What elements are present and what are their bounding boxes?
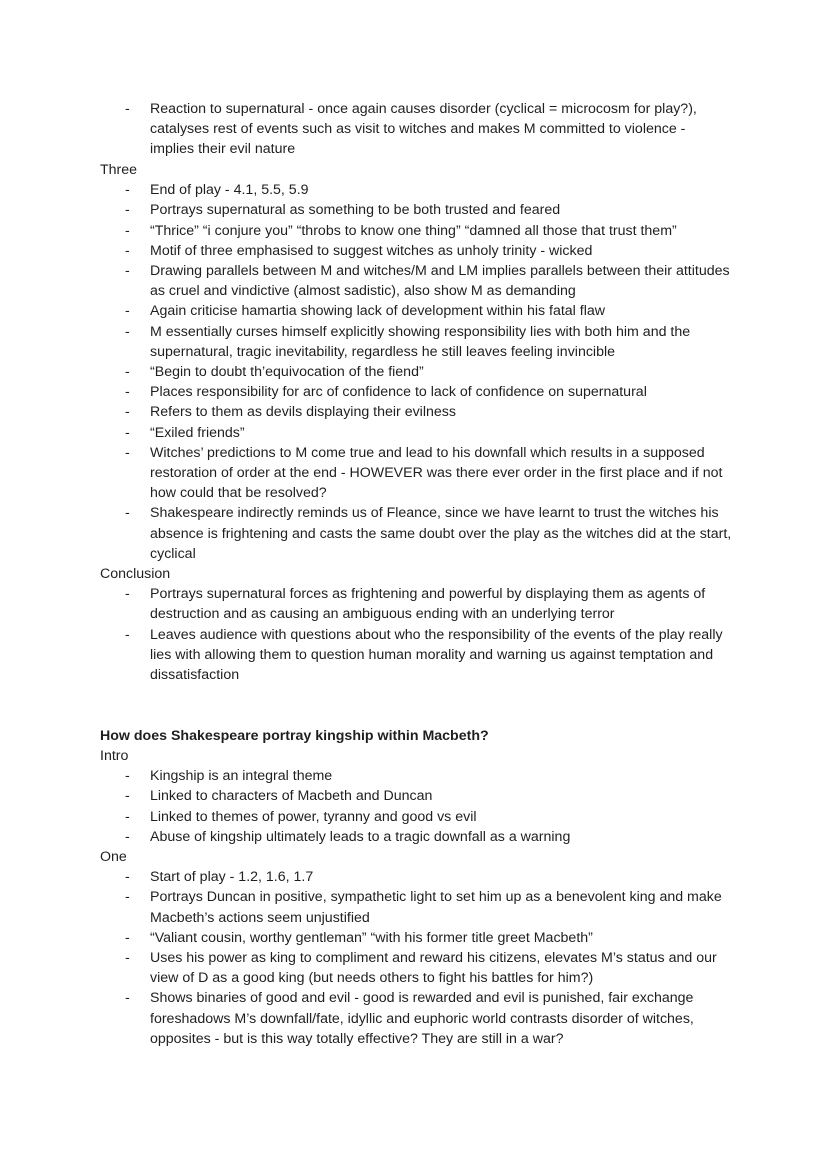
bullet-item xyxy=(0,625,828,686)
bullet-text: Kingship is an integral theme xyxy=(150,768,333,785)
bullet-text: “Valiant cousin, worthy gentleman” “with his former title greet Macbeth” xyxy=(150,929,593,946)
bullet-text: Linked to characters of Macbeth and Duncan xyxy=(150,788,433,805)
bullet-text: Drawing parallels between M and witches/M and LM implies parallels between their attitudes as cruel and vindictive (almost sadistic), also show M as demanding xyxy=(150,263,730,300)
bullet-text: Portrays supernatural as something to be both trusted and feared xyxy=(150,202,561,219)
question-title: How does Shakespeare portray kingship within Macbeth? xyxy=(100,728,489,744)
bullet-item xyxy=(0,180,828,200)
section-heading: Three xyxy=(100,162,138,178)
bullet-text: “Exiled friends” xyxy=(150,424,245,441)
bullet-item xyxy=(0,443,828,504)
bullet-text: Uses his power as king to compliment and reward his citizens, elevates M’s status and our view of D as a good king (but needs others to fight his battles for him?) xyxy=(150,950,717,987)
bullet-dash: - xyxy=(125,808,130,825)
section-heading: One xyxy=(100,849,127,865)
bullet-text: Refers to them as devils displaying their evilness xyxy=(150,404,456,421)
bullet-item xyxy=(0,584,828,624)
bullet-dash: - xyxy=(125,768,130,785)
bullet-dash: - xyxy=(125,242,130,259)
bullet-dash: - xyxy=(125,263,130,280)
section-heading: Intro xyxy=(100,748,129,764)
section-one xyxy=(0,847,828,1049)
bullet-item xyxy=(0,867,828,887)
bullet-item xyxy=(0,887,828,927)
bullet-text: Reaction to supernatural - once again causes disorder (cyclical = microcosm for play?), catalyses rest of events such as visit to witches and makes M committed to violence - implies their evil nature xyxy=(150,101,697,158)
bullet-item xyxy=(0,503,828,564)
bullet-list xyxy=(0,99,828,160)
bullet-dash: - xyxy=(125,788,130,805)
bullet-dash: - xyxy=(125,889,130,906)
bullet-text: Shakespeare indirectly reminds us of Fleance, since we have learnt to trust the witches his absence is frightening and casts the same doubt over the play as the witches did at the start, cyclical xyxy=(150,505,732,562)
bullet-item xyxy=(0,382,828,402)
bullet-item xyxy=(0,322,828,362)
section-continuation xyxy=(0,99,828,160)
bullet-item xyxy=(0,928,828,948)
bullet-text: Leaves audience with questions about who the responsibility of the events of the play really lies with allowing them to question human morality and warning us against temptation and dissatisfaction xyxy=(150,626,723,684)
bullet-dash: - xyxy=(125,202,130,219)
section-three xyxy=(0,160,828,564)
bullet-dash: - xyxy=(125,323,130,340)
bullet-text: Again criticise hamartia showing lack of development within his fatal flaw xyxy=(150,303,606,320)
bullet-item xyxy=(0,362,828,382)
section-conclusion xyxy=(0,564,828,685)
bullet-text: M essentially curses himself explicitly showing responsibility lies with both him and the supernatural, tragic inevitability, regardless he still leaves feeling invincible xyxy=(150,323,691,360)
bullet-item xyxy=(0,200,828,220)
bullet-dash: - xyxy=(125,505,130,522)
section-intro xyxy=(0,746,828,847)
bullet-text: Portrays supernatural forces as frightening and powerful by displaying them as agents of destruction and as causing an ambiguous ending with an underlying terror xyxy=(150,586,706,623)
bullet-item xyxy=(0,827,828,847)
bullet-dash: - xyxy=(125,404,130,421)
section-question xyxy=(0,726,828,746)
bullet-dash: - xyxy=(125,182,130,199)
bullet-dash: - xyxy=(125,222,130,239)
bullet-list xyxy=(0,766,828,847)
bullet-text: Witches’ predictions to M come true and lead to his downfall which results in a supposed restoration of order at the end - HOWEVER was there ever order in the first place and if not how could that be resolved? xyxy=(150,444,723,502)
bullet-dash: - xyxy=(125,424,130,441)
bullet-item xyxy=(0,766,828,786)
bullet-dash: - xyxy=(125,586,130,603)
bullet-list xyxy=(0,584,828,685)
bullet-list xyxy=(0,867,828,1049)
bullet-dash: - xyxy=(125,364,130,381)
bullet-dash: - xyxy=(125,990,130,1007)
bullet-text: Places responsibility for arc of confidence to lack of confidence on supernatural xyxy=(150,384,647,401)
bullet-text: Portrays Duncan in positive, sympathetic light to set him up as a benevolent king and make Macbeth’s actions seem unjustified xyxy=(150,889,722,926)
bullet-dash: - xyxy=(125,444,130,461)
bullet-item xyxy=(0,221,828,241)
bullet-text: Start of play - 1.2, 1.6, 1.7 xyxy=(150,869,314,886)
bullet-item xyxy=(0,988,828,1049)
bullet-dash: - xyxy=(125,828,130,845)
bullet-item xyxy=(0,402,828,422)
bullet-text: “Thrice” “i conjure you” “throbs to know one thing” “damned all those that trust them” xyxy=(150,222,677,239)
bullet-dash: - xyxy=(125,950,130,967)
bullet-dash: - xyxy=(125,626,130,643)
bullet-text: Linked to themes of power, tyranny and good vs evil xyxy=(150,808,477,825)
bullet-text: Shows binaries of good and evil - good is rewarded and evil is punished, fair exchange foreshadows M’s downfall/fate, idyllic and euphoric world contrasts disorder of witches, opposites - but is this way totally effective? They are still in a war? xyxy=(150,990,694,1047)
bullet-text: “Begin to doubt th’equivocation of the fiend” xyxy=(150,364,424,381)
bullet-text: End of play - 4.1, 5.5, 5.9 xyxy=(150,182,309,199)
bullet-dash: - xyxy=(125,101,130,117)
section-heading: Conclusion xyxy=(100,566,171,582)
bullet-item xyxy=(0,99,828,160)
bullet-text: Motif of three emphasised to suggest witches as unholy trinity - wicked xyxy=(150,242,593,259)
bullet-dash: - xyxy=(125,303,130,320)
bullet-item xyxy=(0,807,828,827)
bullet-dash: - xyxy=(125,929,130,946)
bullet-item xyxy=(0,241,828,261)
bullet-dash: - xyxy=(125,384,130,401)
bullet-dash: - xyxy=(125,869,130,886)
bullet-text: Abuse of kingship ultimately leads to a tragic downfall as a warning xyxy=(150,828,571,845)
bullet-item xyxy=(0,948,828,988)
bullet-item xyxy=(0,261,828,301)
bullet-list xyxy=(0,180,828,564)
bullet-item xyxy=(0,301,828,321)
bullet-item xyxy=(0,423,828,443)
bullet-item xyxy=(0,786,828,806)
